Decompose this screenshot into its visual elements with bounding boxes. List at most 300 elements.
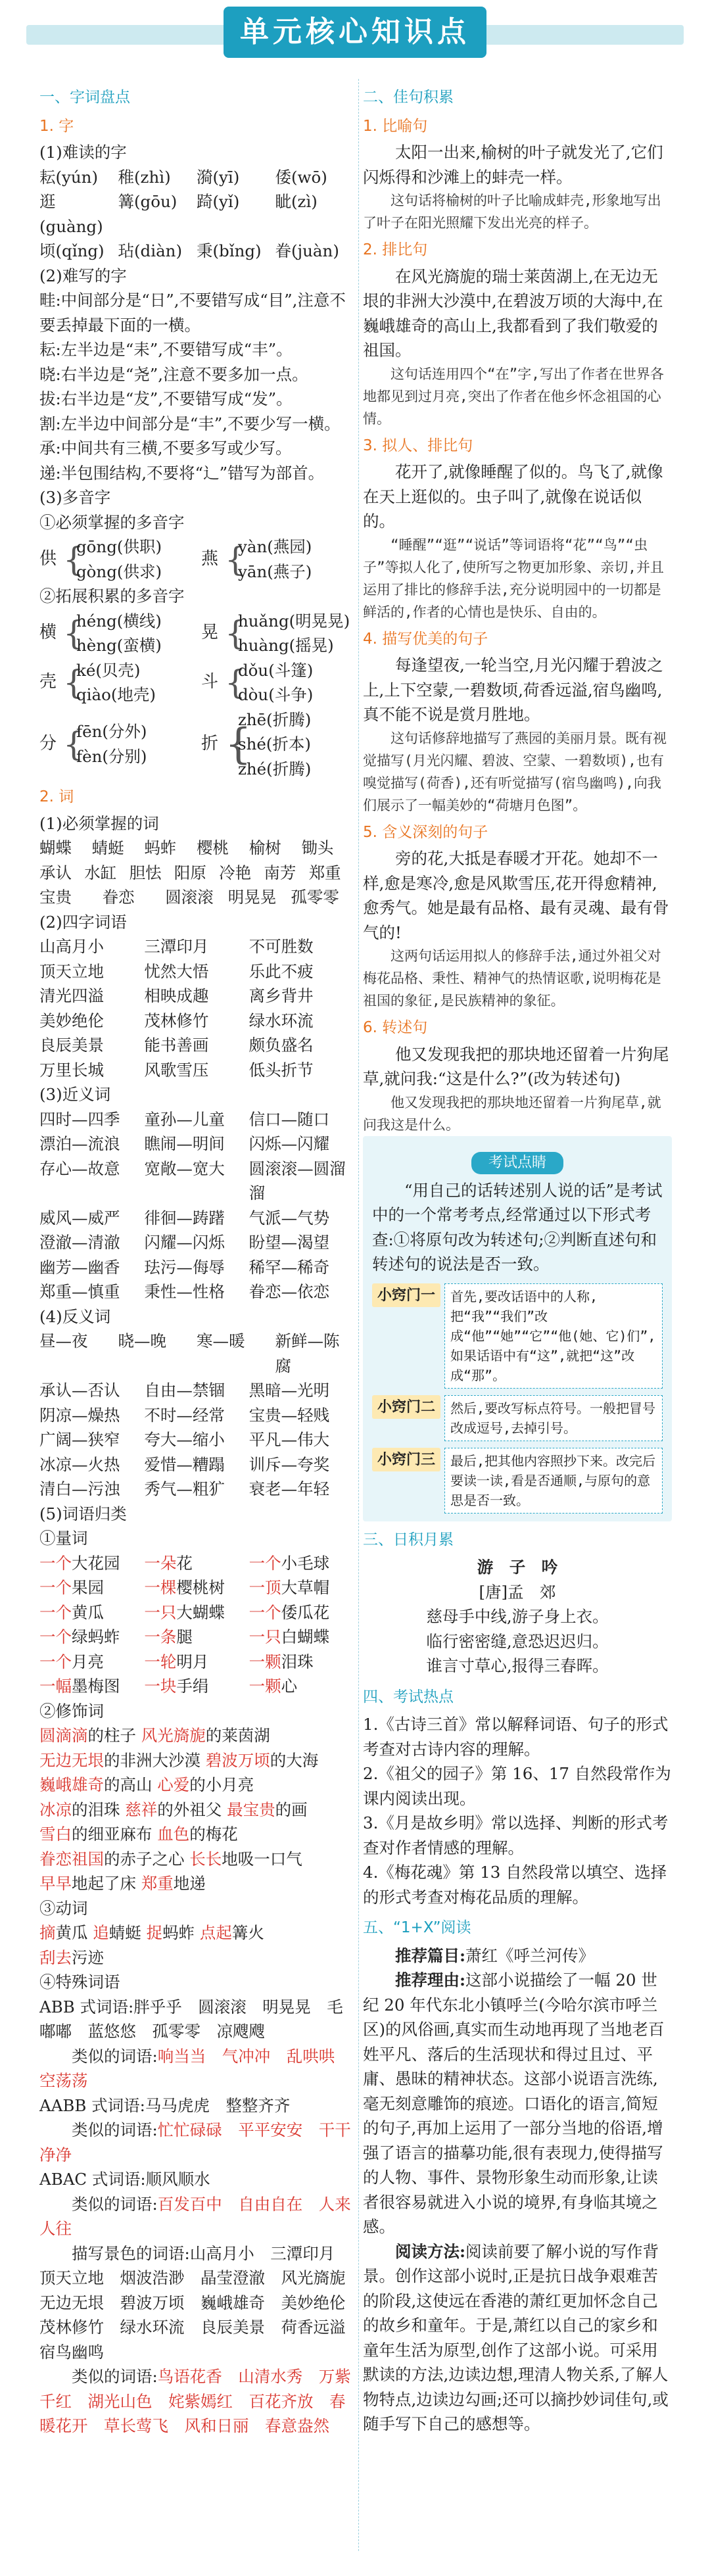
must-word-item: 胆怯 (129, 863, 162, 882)
measure-word: 一顶 (248, 1578, 281, 1597)
measure-item (249, 1551, 354, 1576)
measure-item (144, 1575, 248, 1600)
synonym-pair-item: 四时—四季 (39, 1109, 120, 1129)
measure-words-heading: ①量词 (39, 1529, 88, 1548)
exam-tip-box (363, 1136, 672, 1521)
polyphone-reading: héng(横线) (76, 611, 162, 631)
hard-read-row (39, 165, 354, 190)
hard-write-item: 耘:左半边是“耒”,不要错写成“丰”。 (39, 340, 293, 359)
synonym-pair-row (39, 1206, 354, 1231)
poem-line: 临行密密缝,意恐迟迟归。 (426, 1631, 609, 1651)
idiom-item: 万里长城 (39, 1060, 104, 1080)
exam-hotspot-item: 3.《月是故乡明》常以选择、判断的形式考查对作者情感的理解。 (363, 1813, 669, 1857)
antonym-pair-row (39, 1329, 354, 1378)
must-word-item: 蜻蜓 (91, 838, 124, 857)
polyphone-char: 燕 (201, 548, 219, 569)
measure-noun: 大草帽 (281, 1578, 330, 1597)
synonym-pair-item: 盼望—渴望 (248, 1233, 330, 1252)
sentence-note: 这句话将榆树的叶子比喻成蚌壳,形象地写出了叶子在阳光照耀下发出光亮的样子。 (363, 193, 661, 231)
must-word-item: 锄头 (301, 838, 334, 857)
measure-word: 一条 (144, 1627, 177, 1646)
synonym-pair-item: 宽敞—宽大 (144, 1158, 225, 1178)
verb-segment: 点起 (199, 1923, 232, 1942)
antonyms-list (39, 1329, 354, 1502)
idiom-item: 山高月小 (39, 937, 104, 956)
exam-tip-text: “用自己的话转述别人说的话”是考试中的一个常考考点,经常通过以下形式考查:①将原句改为转述句;②判断直述句和转述句的说法是否一致。 (372, 1180, 663, 1274)
measure-word: 一个 (39, 1602, 72, 1622)
measure-item (249, 1650, 354, 1675)
hard-write-list (39, 288, 354, 485)
measure-row (39, 1575, 354, 1600)
idiom-item: 绿水环流 (248, 1011, 314, 1030)
antonym-pair-item: 衰老—年轻 (248, 1479, 330, 1498)
column-divider (358, 79, 359, 2551)
measure-item (144, 1650, 248, 1675)
modifier-segment: 眷恋祖国 (39, 1849, 104, 1869)
antonym-pair-item: 新鲜—陈腐 (275, 1331, 340, 1375)
synonym-pair-item: 稀罕—稀奇 (248, 1257, 330, 1277)
modifier-segment: 无边无垠 (39, 1750, 104, 1770)
poem-line: 谁言寸草心,报得三春晖。 (426, 1656, 609, 1675)
idiom-item: 良辰美景 (39, 1036, 104, 1055)
modifier-line (39, 1871, 354, 1896)
measure-noun: 樱桃树 (176, 1578, 225, 1597)
poem-body (363, 1604, 672, 1679)
measure-item (249, 1575, 354, 1600)
modifier-segment: 长长 (189, 1849, 222, 1869)
verb-segment: 污迹 (72, 1947, 104, 1967)
idiom-item: 三潭印月 (144, 937, 209, 956)
modifier-line (39, 1748, 354, 1773)
hard-write-heading: (2)难写的字 (39, 266, 127, 285)
trick-label: 小窍门一 (372, 1283, 440, 1307)
measure-item (249, 1600, 354, 1625)
synonym-pair-item: 气派—气势 (248, 1208, 330, 1228)
must-word-row (39, 836, 354, 861)
antonym-pair-item: 不时—经常 (144, 1405, 225, 1425)
hard-read-item: 逛(guàng) (39, 192, 103, 236)
poem-line: 慈母手中线,游子身上衣。 (426, 1607, 609, 1626)
banner (0, 0, 710, 72)
must-word-item: 蚂蚱 (144, 838, 177, 857)
modifier-segment: 雪白 (39, 1825, 72, 1844)
sentence-note: 他又发现我把的那块地还留着一片狗尾草,就问我这是什么。 (363, 1094, 661, 1133)
synonym-pair-item: 存心—故意 (39, 1158, 120, 1178)
polyphone-reading: zhē(折腾) (238, 709, 312, 729)
idiom-item: 颇负盛名 (248, 1036, 314, 1055)
hard-read-item: 顷(qǐng) (39, 241, 105, 260)
measure-item (144, 1600, 248, 1625)
idiom-row (39, 1009, 354, 1034)
modifier-segment: 的画 (275, 1800, 308, 1819)
modifier-segment: 冰凉 (39, 1800, 72, 1819)
measure-row (39, 1650, 354, 1675)
modifier-segment: 的梅花 (189, 1825, 238, 1844)
must-word-item: 南芳 (264, 863, 296, 882)
modifier-segment: 郑重 (141, 1874, 174, 1893)
measure-noun: 大蝴蝶 (176, 1602, 225, 1622)
hard-read-row (39, 189, 354, 239)
hard-read-item: 篝(gōu) (118, 192, 178, 211)
measure-item (249, 1674, 354, 1699)
subsection-words: 2. 词 (39, 788, 74, 805)
modifier-line (39, 1847, 354, 1872)
polyphone-reading: dòu(斗争) (238, 685, 314, 704)
modifier-segment: 碧波万顷 (205, 1750, 270, 1770)
measure-word: 一幅 (39, 1677, 72, 1696)
modifier-line (39, 1798, 354, 1823)
measure-item (39, 1674, 144, 1699)
section-5-title: 五、“1+X”阅读 (363, 1919, 471, 1936)
synonym-pair-item: 郑重—慎重 (39, 1282, 120, 1301)
synonym-pair-item: 漂泊—流浪 (39, 1134, 120, 1153)
aabb-similar: 类似的词语:忙忙碌碌 平平安安 干干净净 (39, 2120, 351, 2164)
hard-read-item: 眷(juàn) (275, 241, 339, 260)
measure-noun: 大花园 (72, 1553, 120, 1573)
polyphone-extended-heading: ②拓展积累的多音字 (39, 586, 185, 606)
antonym-pair-item: 广阔—狭窄 (39, 1430, 120, 1449)
measure-word: 一个 (39, 1578, 72, 1597)
measure-noun: 泪珠 (281, 1652, 314, 1671)
synonym-pair-row (39, 1107, 354, 1132)
polyphone-reading: huǎng(明晃晃) (238, 611, 350, 631)
antonym-pair-item: 夸大—缩小 (144, 1430, 225, 1449)
antonym-pair-item: 寒—暖 (197, 1331, 245, 1350)
must-word-item: 冷艳 (219, 863, 252, 882)
measure-row (39, 1600, 354, 1625)
antonym-pair-row (39, 1403, 354, 1428)
idiom-row (39, 1033, 354, 1058)
abb-words: ABB 式词语:胖乎乎 圆滚滚 明晃晃 毛嘟嘟 蓝悠悠 孤零零 凉飕飕 (39, 1997, 343, 2041)
polyphone-reading: gòng(供求) (76, 561, 162, 581)
measure-noun: 黄瓜 (72, 1602, 104, 1622)
sentence-note: 这两句话运用拟人的修辞手法,通过外祖父对梅花品格、秉性、精神气的热情讴歌,说明梅花是祖国的象征,是民族精神的象征。 (363, 948, 661, 1009)
antonym-pair-item: 冰凉—火热 (39, 1454, 120, 1474)
must-word-item: 圆滚滚 (165, 888, 214, 907)
polyphone-heading: (3)多音字 (39, 488, 111, 507)
measure-word: 一只 (144, 1602, 177, 1622)
scenery-similar: 类似的词语:鸟语花香 山清水秀 万紫千红 湖光山色 姹紫嫣红 百花齐放 春暖花开 草长莺飞 风和日丽 春意盎然 (39, 2367, 351, 2435)
measure-word: 一颗 (248, 1652, 281, 1671)
measure-noun: 倭瓜花 (281, 1602, 330, 1622)
synonym-pair-item: 童孙—儿童 (144, 1109, 225, 1129)
page-title: 单元核心知识点 (224, 7, 486, 58)
synonyms-heading: (3)近义词 (39, 1085, 111, 1104)
measure-word: 一个 (39, 1652, 72, 1671)
trick-text: 首先,要改话语中的人称,把“我”“我们”改成“他”“她”“它”“他(她、它)们”,如果话语中有“这”,就把“这”改成“那”。 (444, 1283, 663, 1389)
verb-segment: 蜻蜓 (108, 1923, 147, 1942)
modifier-segment: 的赤子之心 (104, 1849, 190, 1869)
modifier-segment: 的泪珠 (72, 1800, 126, 1819)
hard-read-item: 漪(yī) (197, 167, 240, 187)
hard-read-item: 玷(diàn) (118, 241, 183, 260)
synonym-pair-item: 徘徊—踌躇 (144, 1208, 225, 1228)
measure-row (39, 1674, 354, 1699)
measure-word: 一个 (248, 1602, 281, 1622)
polyphone-reading: qiào(地壳) (76, 685, 156, 704)
idioms-heading: (2)四字词语 (39, 912, 127, 932)
polyphone-reading: ké(贝壳) (76, 660, 141, 680)
must-word-item: 宝贵 (39, 888, 72, 907)
must-word-item: 眷恋 (102, 888, 135, 907)
measure-item (39, 1575, 144, 1600)
modifier-line (39, 1773, 354, 1798)
idiom-row (39, 934, 354, 959)
must-word-item: 水缸 (84, 863, 117, 882)
modifier-segment: 的小月亮 (189, 1775, 254, 1794)
modifier-segment: 血色 (157, 1825, 190, 1844)
synonym-pair-item: 珐污—侮辱 (144, 1257, 225, 1277)
must-word-item: 樱桃 (197, 838, 229, 857)
synonym-pair-row (39, 1279, 354, 1304)
synonym-pair-item: 眷恋—依恋 (248, 1282, 330, 1301)
section-1-title: 一、字词盘点 (39, 89, 130, 106)
exam-hotspot-item: 4.《梅花魂》第 13 自然段常以填空、选择的形式考查对梅花品质的理解。 (363, 1863, 667, 1907)
synonym-pair-item: 圆滚滚—圆溜溜 (248, 1158, 346, 1203)
synonym-pair-item: 幽芳—幽香 (39, 1257, 120, 1277)
sentence-type-heading: 1. 比喻句 (363, 117, 428, 135)
section-2-title: 二、佳句积累 (363, 89, 454, 106)
abac-words: ABAC 式词语:顺风顺水 (39, 2170, 210, 2189)
subsection-chars: 1. 字 (39, 117, 74, 135)
idiom-item: 忧然大悟 (144, 961, 209, 981)
polyphone-reading: huàng(摇晃) (238, 636, 334, 655)
modifier-line (39, 1822, 354, 1847)
measure-item (144, 1625, 248, 1650)
verb-line (39, 1920, 354, 1945)
verb-segment: 篝火 (231, 1923, 264, 1942)
hard-read-row (39, 239, 354, 264)
section-3-title: 三、日积月累 (363, 1531, 454, 1548)
word-classification-heading: (5)词语归类 (39, 1504, 127, 1523)
hard-write-item: 拔:右半边是“犮”,不要错写成“发”。 (39, 389, 293, 408)
modifier-segment: 的外祖父 (157, 1800, 227, 1819)
synonym-pair-item: 闪烁—闪耀 (248, 1134, 330, 1153)
verbs-heading: ③动词 (39, 1898, 88, 1918)
synonym-pair-item: 闪耀—闪烁 (144, 1233, 225, 1252)
measure-word: 一颗 (248, 1677, 281, 1696)
must-words-list (39, 836, 354, 910)
hard-write-item: 畦:中间部分是“日”,不要错写成“目”,注意不要丢掉最下面的一横。 (39, 291, 346, 335)
antonym-pair-row (39, 1378, 354, 1403)
polyphone-group: 横 { héng(横线) hèng(蛮横) 晃 { huǎng(明晃晃) huàng(摇晃) (39, 609, 354, 658)
measure-word: 一棵 (144, 1578, 177, 1597)
sentence-note: 这句话修辞地描写了燕园的美丽月景。既有视觉描写(月光闪耀、碧波、空蒙、一碧数顷),也有嗅觉描写(荷香),还有听觉描写(宿鸟幽鸣),向我们展示了一幅美妙的“荷塘月色图”。 (363, 730, 667, 813)
abac-similar: 类似的词语:百发百中 自由自在 人来人往 (39, 2194, 351, 2238)
antonym-pair-item: 阴凉—燥热 (39, 1405, 120, 1425)
sentence-example: 每逢望夜,一轮当空,月光闪耀于碧波之上,上下空蒙,一碧数顷,荷香远溢,宿鸟幽鸣,真不能不说是赏月胜地。 (363, 656, 663, 724)
modifier-segment: 地递 (173, 1874, 206, 1893)
measure-noun: 手绢 (176, 1677, 209, 1696)
polyphone-reading: dǒu(斗篷) (238, 660, 314, 680)
measure-noun: 花 (176, 1553, 193, 1573)
polyphone-char: 折 (201, 734, 219, 753)
synonym-pair-item: 秉性—性格 (144, 1282, 225, 1301)
must-word-item: 明晃晃 (227, 888, 277, 907)
antonym-pair-item: 训斥—夸奖 (248, 1454, 330, 1474)
measure-noun: 白蝴蝶 (281, 1627, 330, 1646)
modifier-segment: 的柱子 (87, 1726, 141, 1745)
polyphone-reading: zhé(折腾) (238, 759, 312, 778)
polyphone-reading: yàn(燕园) (238, 537, 312, 556)
poem-author: [唐]孟 郊 (479, 1582, 556, 1602)
idiom-item: 茂林修竹 (144, 1011, 209, 1030)
hard-read-list (39, 165, 354, 264)
antonym-pair-item: 自由—禁锢 (144, 1381, 225, 1400)
modifier-segment: 圆滴滴 (39, 1726, 88, 1745)
measure-noun: 心 (281, 1677, 298, 1696)
modifier-segment: 的非洲大沙漠 (104, 1750, 206, 1770)
modifier-segment: 最宝贵 (227, 1800, 275, 1819)
measure-item (144, 1674, 248, 1699)
measure-noun: 腿 (176, 1627, 193, 1646)
polyphone-char: 斗 (201, 672, 219, 692)
verb-segment: 蚂蚱 (162, 1923, 200, 1942)
special-words-heading: ④特殊词语 (39, 1972, 120, 1992)
measure-noun: 墨梅图 (72, 1677, 120, 1696)
must-word-item: 蝴蝶 (39, 838, 72, 857)
verb-segment: 捉 (146, 1923, 163, 1942)
polyphone-char: 供 (39, 548, 57, 569)
section-4-title: 四、考试热点 (363, 1688, 454, 1705)
modifier-line (39, 1723, 354, 1748)
measure-noun: 果园 (72, 1578, 104, 1597)
sentence-example: 太阳一出来,榆树的叶子就发光了,它们闪烁得和沙滩上的蚌壳一样。 (363, 143, 663, 187)
trick-label: 小窍门三 (372, 1448, 440, 1471)
measure-word: 一轮 (144, 1652, 177, 1671)
verb-segment: 追 (93, 1923, 109, 1942)
verb-segment: 黄瓜 (55, 1923, 93, 1942)
antonym-pair-item: 黑暗—光明 (248, 1381, 330, 1400)
measure-item (144, 1551, 248, 1576)
hard-read-item: 踦(yǐ) (197, 192, 240, 211)
abb-similar: 类似的词语:响当当 气冲冲 乱哄哄 空荡荡 (39, 2046, 351, 2090)
antonym-pair-item: 承认—否认 (39, 1381, 120, 1400)
idiom-item: 低头折节 (248, 1060, 314, 1080)
sentence-type-heading: 2. 排比句 (363, 241, 428, 258)
sentence-type-heading: 6. 转述句 (363, 1019, 428, 1036)
idiom-item: 离乡背井 (248, 986, 314, 1005)
measure-word: 一只 (248, 1627, 281, 1646)
idiom-item: 风歌雪压 (144, 1060, 209, 1080)
measure-row (39, 1625, 354, 1650)
synonym-pair-row (39, 1255, 354, 1280)
measure-word: 一朵 (144, 1553, 177, 1573)
antonym-pair-item: 秀气—粗犷 (144, 1479, 225, 1498)
must-word-item: 承认 (39, 863, 72, 882)
polyphone-char: 晃 (201, 623, 219, 643)
left-column (39, 79, 362, 2439)
modifier-segment: 的大海 (270, 1750, 319, 1770)
recommend-reason: 推荐理由:这部小说描绘了一幅 20 世纪 20 年代东北小镇呼兰(今哈尔滨市呼兰区)的风俗画,真实而生动地再现了当地老百姓平凡、落后的生活现状和得过且过、平庸、愚昧的精神状态。这部小说语言洗练,毫无刻意雕饰的痕迹。口语化的语言,简短的句子,再加上运用了一部分当地的俗语,增强了语言的描摹功能,很有表现力,使得描写的人物、事件、景物形象生动而形象,让读者很容易就进入小说的境界,有身临其境之感。 (363, 1970, 665, 2236)
measure-item (39, 1625, 144, 1650)
exam-hotspot-item: 1.《古诗三首》常以解释词语、句子的形式考查对古诗内容的理解。 (363, 1715, 669, 1759)
polyphone-reading: hèng(蛮横) (76, 636, 162, 655)
modifier-list (39, 1723, 354, 1896)
modifier-segment: 巍峨雄奇 (39, 1775, 104, 1794)
exam-tip-title: 考试点睛 (471, 1152, 563, 1174)
polyphone-reading: fèn(分别) (76, 746, 147, 766)
hard-read-item: 耘(yún) (39, 167, 99, 187)
idiom-row (39, 984, 354, 1009)
trick-text: 然后,要改写标点符号。一般把冒号改成逗号,去掉引号。 (444, 1395, 663, 1441)
sentence-example: 在风光旖旎的瑞士莱茵湖上,在无边无垠的非洲大沙漠中,在碧波万顷的大海中,在巍峨雄奇的高山上,我都看到了我们敬爱的祖国。 (363, 266, 663, 360)
measure-noun: 绿蚂蚱 (72, 1627, 120, 1646)
synonym-pair-item: 瞧闹—明间 (144, 1134, 225, 1153)
modifier-segment: 早早 (39, 1874, 72, 1893)
polyphone-char: 横 (39, 623, 57, 643)
polyphone-group: 供 { gōng(供职) gòng(供求) 燕 { yàn(燕园) yān(燕子) (39, 535, 354, 584)
polyphone-group: 分 { fēn(分外) fèn(分别) 折 { zhē(折腾) shé(折本) zhé(折腾) (39, 707, 354, 782)
idiom-item: 清光四溢 (39, 986, 104, 1005)
poem-title: 游 子 吟 (477, 1558, 558, 1577)
antonym-pair-item: 宝贵—轻贱 (248, 1405, 330, 1425)
sentence-example: 花开了,就像睡醒了似的。鸟飞了,就像在天上逛似的。虫子叫了,就像在说话似的。 (363, 462, 663, 531)
must-word-row (39, 861, 354, 886)
measure-item (39, 1600, 144, 1625)
idiom-item: 不可胜数 (248, 937, 314, 956)
sentence-type-heading: 3. 拟人、排比句 (363, 437, 473, 454)
modifier-segment: 的高山 (104, 1775, 158, 1794)
idiom-item: 顶天立地 (39, 961, 104, 981)
hard-read-item: 眦(zì) (275, 192, 318, 211)
polyphone-must-heading: ①必须掌握的多音字 (39, 512, 185, 532)
synonym-pair-item: 威风—威严 (39, 1208, 120, 1228)
antonym-pair-item: 平凡—伟大 (248, 1430, 330, 1449)
synonym-pair-row (39, 1157, 354, 1206)
modifier-segment: 的莱茵湖 (205, 1726, 270, 1745)
antonym-pair-row (39, 1427, 354, 1452)
must-word-item: 榆树 (248, 838, 281, 857)
exam-hotspots-list (363, 1712, 672, 1909)
modifier-segment: 地起了床 (72, 1874, 141, 1893)
hard-write-item: 承:中间共有三横,不要多写或少写。 (39, 439, 292, 458)
trick-label: 小窍门二 (372, 1395, 440, 1419)
must-word-row (39, 885, 354, 910)
polyphone-char: 分 (39, 734, 57, 753)
measure-noun: 月亮 (72, 1652, 104, 1671)
modifier-segment: 心爱 (157, 1775, 190, 1794)
idiom-item: 能书善画 (144, 1036, 209, 1055)
trick-2 (372, 1395, 663, 1441)
antonym-pair-row (39, 1477, 354, 1502)
verb-list (39, 1920, 354, 1970)
modifier-segment: 地吸一口气 (222, 1849, 302, 1869)
synonyms-list (39, 1107, 354, 1304)
modifier-segment: 慈祥 (125, 1800, 158, 1819)
idiom-item: 乐此不疲 (248, 961, 314, 981)
idiom-item: 美妙绝伦 (39, 1011, 104, 1030)
must-words-heading: (1)必须掌握的词 (39, 813, 159, 833)
right-column (363, 79, 672, 2437)
idiom-row (39, 1058, 354, 1083)
polyphone-reading: fēn(分外) (76, 722, 147, 742)
exam-hotspot-item: 2.《祖父的园子》第 16、17 自然段常作为课内阅读出现。 (363, 1764, 671, 1808)
synonym-pair-row (39, 1230, 354, 1255)
polyphone-char: 壳 (39, 672, 57, 692)
sentence-note: “睡醒”“逛”“说话”等词语将“花”“鸟”“虫子”等拟人化了,使所写之物更加形象、亲切,并且运用了排比的修辞手法,充分说明园中的一切都是鲜活的,作者的心情也是快乐、自由的。 (363, 537, 664, 620)
polyphone-reading: yān(燕子) (238, 561, 312, 581)
measure-word: 一个 (39, 1627, 72, 1646)
antonym-pair-item: 清白—污浊 (39, 1479, 120, 1498)
synonym-pair-item: 信口—随口 (248, 1109, 330, 1129)
antonym-pair-item: 爱惜—糟蹋 (144, 1454, 225, 1474)
antonym-pair-item: 晓—晚 (118, 1331, 166, 1350)
verb-line (39, 1945, 354, 1970)
antonyms-heading: (4)反义词 (39, 1306, 111, 1326)
polyphone-reading: shé(折本) (238, 734, 311, 753)
idiom-item: 相映成趣 (144, 986, 209, 1005)
